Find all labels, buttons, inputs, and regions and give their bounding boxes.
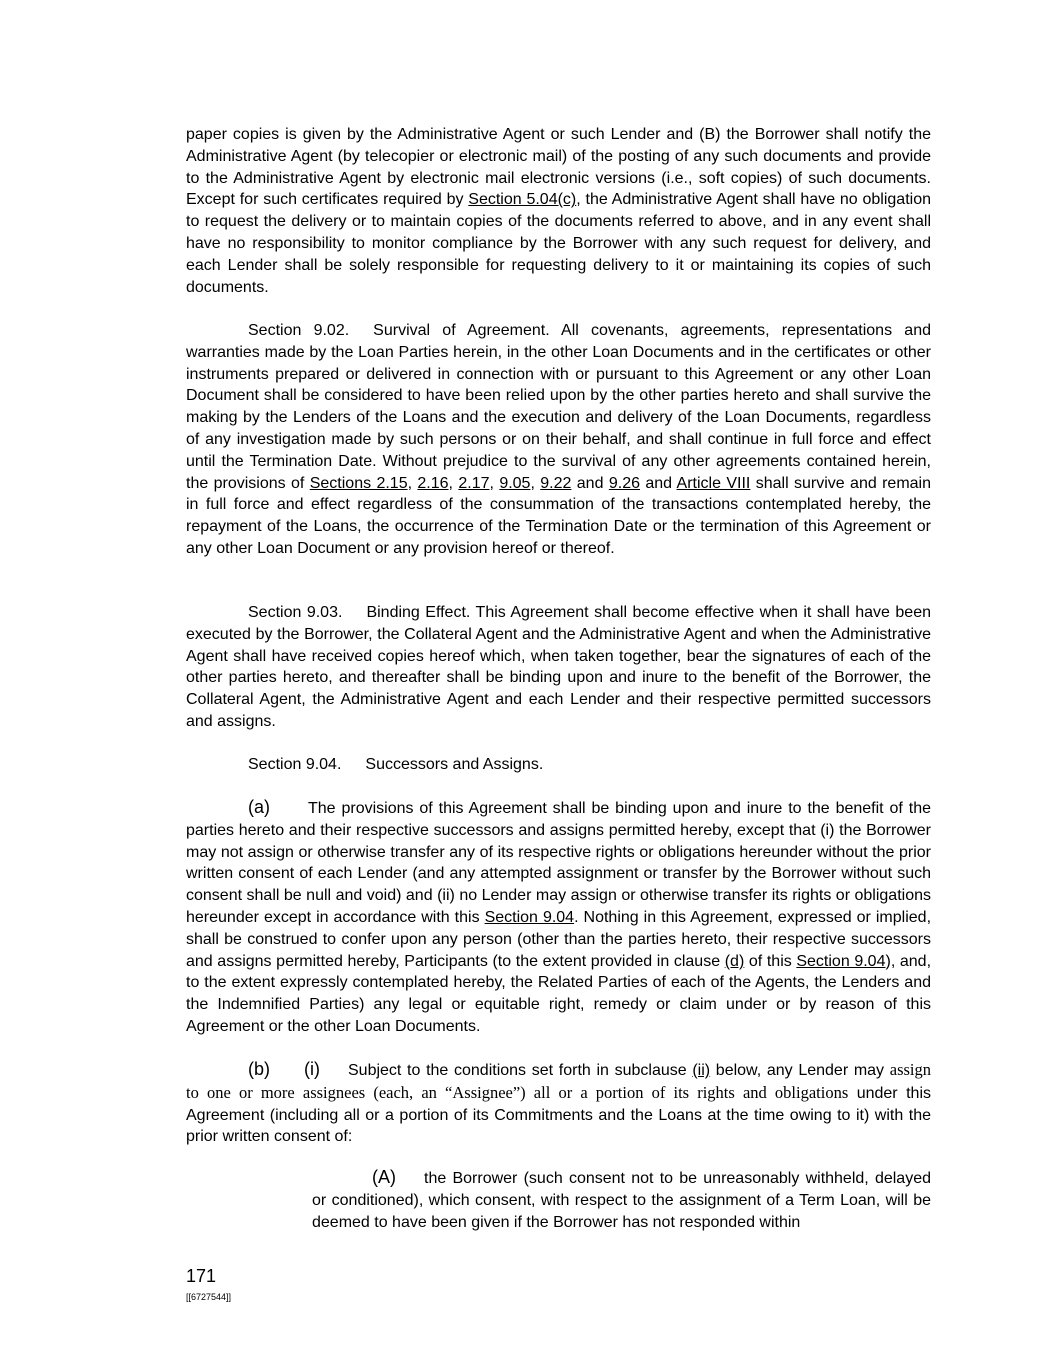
- page-number: 171: [186, 1266, 217, 1286]
- clause-reference-link[interactable]: (d): [724, 952, 745, 970]
- section-heading: Binding Effect.: [366, 604, 471, 621]
- paragraph-text: Subject to the conditions set forth in subclause: [348, 1062, 693, 1079]
- paragraph-text: The provisions of this Agreement shall be binding upon and inure to the benefit of the parties hereto and their respective successors and assigns permitted hereby, except that (i) the Borrower may not assign or otherwise transfer any of its respective rights or obligations hereunder without the prior written consent of each Lender (and any attempted assignment or transfer by the Borrower without such consent shall be null and void) and (ii) no Lender may assign or otherwise transfer its rights or obligations hereunder except in accordance with this: [186, 800, 931, 926]
- paragraph-text: under this Agreement (including all or a portion of its Commitments and the Loans at the time owing to it) with the prior written consent of:: [186, 1084, 931, 1146]
- subclause-reference-link[interactable]: (ii): [692, 1062, 711, 1079]
- section-number: Section 9.02.: [248, 322, 350, 339]
- paragraph-text: paper copies is given by the Administrative Agent or such Lender and (B) the Borrower shall notify the Administrative Agent (by telecopier or electronic mail) of the posting of any such documents and provide to the Administrative Agent by electronic mail electronic versions (i.e., soft copies) of such documents. Except for such certificates required by: [186, 126, 931, 209]
- subclause-label: (i): [304, 1059, 320, 1079]
- clause-label: (a): [248, 797, 270, 817]
- clause-b-i-A: [312, 1167, 931, 1233]
- paragraph-text: ), and, to the extent expressly contemplated hereby, the Related Parties of each of the Agents, the Lenders and the Indemnified Parties) any legal or equitable right, remedy or claim under or by reason of this Agreement or the other Loan Documents.: [186, 952, 932, 1035]
- clause-label: (A): [372, 1167, 396, 1187]
- paragraph-text: the Borrower (such consent not to be unreasonably withheld, delayed or conditioned), which consent, with respect to the assignment of a Term Loan, will be deemed to have been given if the Borrower has not responded within: [312, 1170, 931, 1231]
- paragraph-text: shall survive and remain in full force and effect regardless of the consummation of the transactions contemplated hereby, the repayment of the Loans, the occurrence of the Termination Date or the termination of this Agreement or any other Loan Document or any provision hereof or thereof.: [186, 474, 932, 557]
- section-reference-link[interactable]: 2.17: [458, 474, 490, 492]
- section-number: Section 9.03.: [248, 604, 343, 621]
- paragraph-text: , the Administrative Agent shall have no obligation to request the delivery or to maintain copies of the documents referred to above, and in any event shall have no responsibility to monitor compliance by the Borrower with any such request for delivery, and each Lender shall be solely responsible for requesting delivery to it or maintaining its copies of such documents.: [186, 191, 931, 296]
- clause-b: [186, 1059, 931, 1148]
- section-reference-link[interactable]: 9.26: [608, 474, 640, 492]
- section-heading: Successors and Assigns.: [365, 756, 544, 773]
- paragraph-text: This Agreement shall become effective when it shall have been executed by the Borrower, the Collateral Agent and the Administrative Agent and when the Administrative Agent shall have received copies hereof which, when taken together, bear the signatures of each of the other parties hereto, and thereafter shall be binding upon and inure to the benefit of the Borrower, the Collateral Agent, the Administrative Agent and each Lender and their respective permitted successors and assigns.: [186, 604, 932, 730]
- section-9-03: [186, 602, 931, 733]
- article-reference-link[interactable]: Article VIII: [676, 474, 751, 492]
- paragraph-text: below, any Lender may: [710, 1062, 885, 1079]
- section-9-02: Section 9.02. Survival of Agreement. All covenants, agreements, representations and warranties made by the Loan Parties herein, in the other Loan Documents and in the certificates or other instruments prepared or delivered in connection with or pursuant to this Agreement or any other Loan Document shall be considered to have been relied upon by the other parties hereto and shall survive the making by the Lenders of the Loans and the execution and delivery of the Loan Documents, regardless of any investigation made by such persons or on their behalf, and shall continue in full force and effect until the Termination Date. Without prejudice to the survival of any other agreements contained herein, the provisions of Sections 2.15, 2.16, 2.17, 9.05, 9.22 and 9.26 and Article VIII shall survive and remain in full force and effect regardless of the consummation of the transactions contemplated hereby, the repayment of the Loans, the occurrence of the Termination Date or the termination of this Agreement or any other Loan Document or any provision hereof or thereof.: [186, 322, 932, 557]
- paragraph-continued: [186, 124, 931, 298]
- section-reference-link[interactable]: Section 9.04: [796, 952, 886, 970]
- section-number: Section 9.04.: [248, 756, 342, 773]
- section-reference-link[interactable]: Sections 2.15: [309, 474, 408, 492]
- clause-label: (b): [248, 1059, 270, 1079]
- section-reference-link[interactable]: Section 9.04: [484, 908, 575, 926]
- document-id: [[6727544]]: [186, 1292, 232, 1302]
- paragraph-text: All covenants, agreements, representations and warranties made by the Loan Parties herein, in the other Loan Documents and in the certificates or other instruments prepared or delivered in connection with or pursuant to this Agreement or any other Loan Document shall be considered to have been relied upon by the other parties hereto and shall survive the making by the Lenders of the Loans and the execution and delivery of the Loan Documents, regardless of any investigation made by such persons or on their behalf, and shall continue in full force and effect until the Termination Date. Without prejudice to the survival of any other agreements contained herein, the provisions of: [186, 322, 931, 492]
- section-9-04: [186, 754, 931, 776]
- section-heading: Survival of Agreement.: [373, 322, 550, 339]
- section-reference-link[interactable]: 9.05: [499, 474, 531, 492]
- section-reference-link[interactable]: 9.22: [540, 474, 572, 492]
- paragraph-text: . Nothing in this Agreement, expressed or implied, shall be construed to confer upon any person (other than the parties hereto, their respective successors and assigns permitted hereby, Participants (to the extent provided in clause: [186, 908, 932, 970]
- clause-a: (a) The provisions of this Agreement shall be binding upon and inure to the benefit of the parties hereto and their respective successors and assigns permitted hereby, except that (i) the Borrower may not assign or otherwise transfer any of its respective rights or obligations hereunder without the prior written consent of each Lender (and any attempted assignment or transfer by the Borrower without such consent shall be null and void) and (ii) no Lender may assign or otherwise transfer its rights or obligations hereunder except in accordance with this Section 9.04. Nothing in this Agreement, expressed or implied, shall be construed to confer upon any person (other than the parties hereto, their respective successors and assigns permitted hereby, Participants (to the extent provided in clause (d) of this Section 9.04), and, to the extent expressly contemplated hereby, the Related Parties of each of the Agents, the Lenders and the Indemnified Parties) any legal or equitable right, remedy or claim under or by reason of this Agreement or the other Loan Documents.: [186, 797, 932, 1035]
- section-reference-link[interactable]: Section 5.04(c): [468, 191, 577, 209]
- section-reference-link[interactable]: 2.16: [417, 474, 449, 492]
- paragraph-text: assign to one or more assignees (each, an “Assignee”) all or a portion of its rights and obligations: [186, 1060, 931, 1102]
